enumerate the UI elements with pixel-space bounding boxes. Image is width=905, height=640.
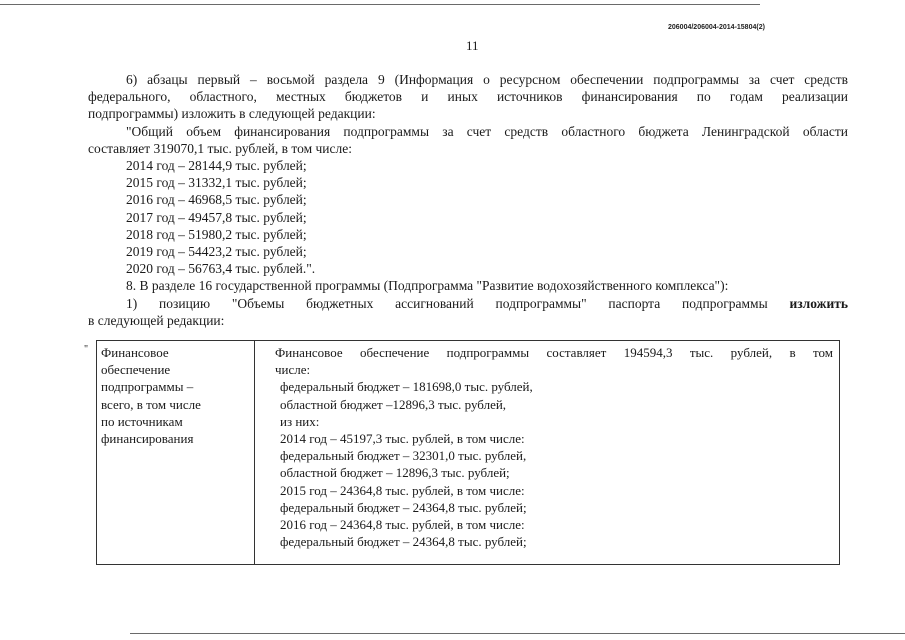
label-line: Финансовое	[101, 345, 169, 360]
value-line: Финансовое обеспечение подпрограммы составляет 194594,3 тыс. рублей, в том	[275, 345, 833, 360]
item-1-line-1	[88, 295, 848, 312]
passport-value-cell	[255, 341, 839, 564]
value-line: 2014 год – 45197,3 тыс. рублей, в том числе:	[280, 431, 525, 447]
value-line: из них:	[280, 413, 320, 429]
label-line: по источникам	[101, 413, 183, 429]
document-code: 206004/206004-2014-15804(2)	[668, 24, 765, 31]
passport-table	[96, 340, 840, 565]
value-line: числе:	[275, 362, 311, 378]
label-line: обеспечение	[101, 362, 171, 378]
item-1-text: 1) позицию "Объемы бюджетных ассигнований подпрограммы" паспорта подпрограммы	[126, 295, 790, 311]
document-body	[88, 71, 848, 329]
paragraph-6-line-2: федерального, областного, местных бюджетов и иных источников финансирования по годам реализации	[88, 89, 848, 105]
value-line: федеральный бюджет – 181698,0 тыс. рублей,	[280, 379, 533, 395]
page-number: 11	[466, 38, 479, 53]
year-2015-line: 2015 год – 31332,1 тыс. рублей;	[126, 175, 307, 191]
year-2020-line: 2020 год – 56763,4 тыс. рублей.".	[126, 261, 316, 277]
value-line: федеральный бюджет – 24364,8 тыс. рублей;	[280, 499, 527, 515]
value-line: 2015 год – 24364,8 тыс. рублей, в том числе:	[280, 482, 525, 498]
paragraph-6-line-1: 6) абзацы первый – восьмой раздела 9 (Информация о ресурсном обеспечении подпрограммы за счет средств	[126, 72, 848, 87]
label-line: всего, в том числе	[101, 396, 201, 412]
value-line: областной бюджет – 12896,3 тыс. рублей;	[280, 465, 510, 481]
year-2017-line: 2017 год – 49457,8 тыс. рублей;	[126, 209, 307, 225]
value-line: областной бюджет –12896,3 тыс. рублей,	[280, 396, 507, 412]
quote-line-2: составляет 319070,1 тыс. рублей, в том числе:	[88, 140, 352, 156]
label-line: финансирования	[101, 431, 194, 447]
top-border-line	[0, 4, 760, 5]
passport-label-cell	[97, 341, 255, 564]
label-line: подпрограммы –	[101, 379, 194, 395]
paragraph-8: 8. В разделе 16 государственной программы (Подпрограмма "Развитие водохозяйственного комплекса"):	[126, 278, 729, 294]
table-open-quote: "	[84, 344, 89, 355]
value-line: федеральный бюджет – 24364,8 тыс. рублей;	[280, 534, 527, 550]
quote-line-1: "Общий объем финансирования подпрограммы за счет средств областного бюджета Ленинградской области	[126, 123, 848, 139]
item-1-bold-word: изложить	[789, 295, 848, 311]
value-line: 2016 год – 24364,8 тыс. рублей, в том числе:	[280, 517, 525, 533]
paragraph-6-line-3: подпрограммы) изложить в следующей редакции:	[88, 106, 376, 122]
year-2018-line: 2018 год – 51980,2 тыс. рублей;	[126, 226, 307, 242]
item-1-line-2: в следующей редакции:	[88, 312, 225, 328]
bottom-border-line	[130, 633, 905, 634]
year-2019-line: 2019 год – 54423,2 тыс. рублей;	[126, 244, 307, 260]
value-line: федеральный бюджет – 32301,0 тыс. рублей,	[280, 448, 527, 464]
year-2016-line: 2016 год – 46968,5 тыс. рублей;	[126, 192, 307, 208]
year-2014-line: 2014 год – 28144,9 тыс. рублей;	[126, 158, 307, 174]
